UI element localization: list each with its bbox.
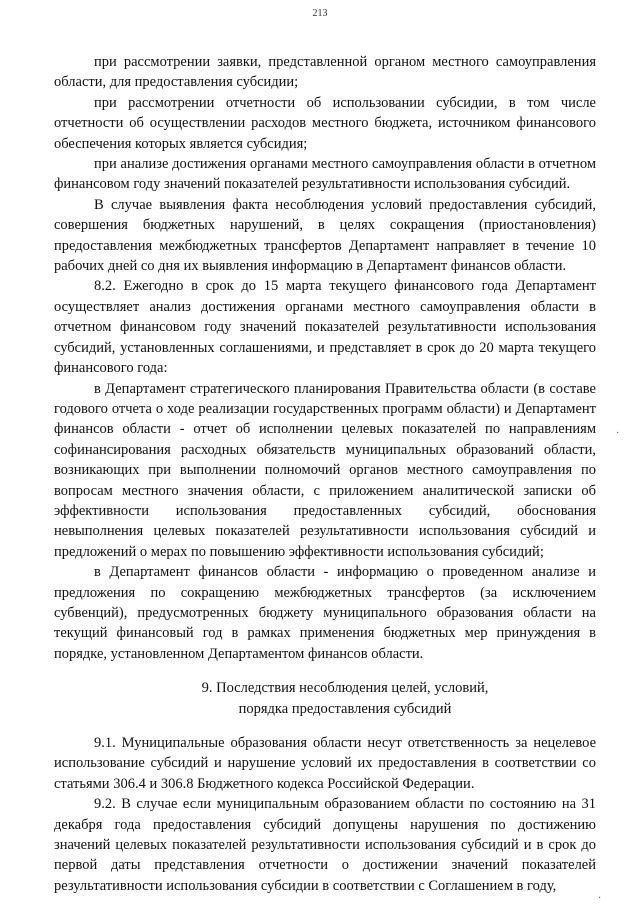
paragraph: 9.2. В случае если муниципальным образованием области по состоянию на 31 декабря года предоставления субсидий допущены нарушения по достижению значений целевых показателей результативности использования субсидий и в срок до первой даты представления отчетности о достижении значений показателей результативности использования субсидии в соответствии с Соглашением в году, xyxy=(54,796,596,894)
paragraph: В случае выявления факта несоблюдения условий предоставления субсидий, совершения бюджетных нарушений, в целях сокращения (приостановления) предоставления межбюджетных трансфертов Департамент направляет в течение 10 рабочих дней со дня их выявления информацию в Департамент финансов области. xyxy=(54,196,596,275)
paragraph: при рассмотрении отчетности об использовании субсидии, в том числе отчетности об осуществлении расходов местного бюджета, источником финансового обеспечения которых является субсидия; xyxy=(54,94,596,152)
paragraph: 8.2. Ежегодно в срок до 15 марта текущего финансового года Департамент осуществляет анализ достижения органами местного самоуправления области в отчетном финансовом году значений показателей результативности использования субсидий, установленных соглашениями, и представляет в срок до 20 марта текущего финансового года: xyxy=(54,278,596,377)
paragraph: при рассмотрении заявки, представленной органом местного самоуправления области, для предоставления субсидии; xyxy=(54,54,596,91)
section-heading-line1: 9. Последствия несоблюдения целей, условий, xyxy=(201,680,489,697)
section-heading-line2: порядка предоставления субсидий xyxy=(238,700,452,717)
paragraph: при анализе достижения органами местного самоуправления области в отчетном финансовом году значений показателей результативности использования субсидий. xyxy=(54,156,596,193)
paragraph: в Департамент финансов области - информацию о проведенном анализе и предложения по сокращению межбюджетных трансфертов (за исключением субвенций), предусмотренных бюджету муниципального образования области на текущий финансовый год в рамках применения бюджетных мер принуждения в порядке, установленном Департаментом финансов области. xyxy=(54,564,596,662)
paragraph: 9.1. Муниципальные образования области несут ответственность за нецелевое использование субсидий и нарушение условий их предоставления в соответствии со статьями 306.4 и 306.8 Бюджетного кодекса Российской Федерации. xyxy=(54,735,596,792)
section-heading xyxy=(54,678,596,719)
page-number: 213 xyxy=(312,8,328,19)
scan-artifact-dot: · xyxy=(598,893,602,904)
paragraph: в Департамент стратегического планирования Правительства области (в составе годового отчета о ходе реализации государственных программ области) и Департамент финансов области - отчет об исполнении целевых показателей по направлениям софинансирования расходных обязательств муниципальных образований области, возникающих при выполнении полномочий органов местного самоуправления по вопросам местного значения области, с приложением аналитической записки об эффективности использования предоставленных субсидий, обоснования невыполнения целевых показателей результативности использования субсидий и предложений о мерах по повышению эффективности использования субсидий; xyxy=(54,380,596,560)
scan-artifact-dot: · xyxy=(616,428,620,439)
document-body xyxy=(54,52,596,896)
